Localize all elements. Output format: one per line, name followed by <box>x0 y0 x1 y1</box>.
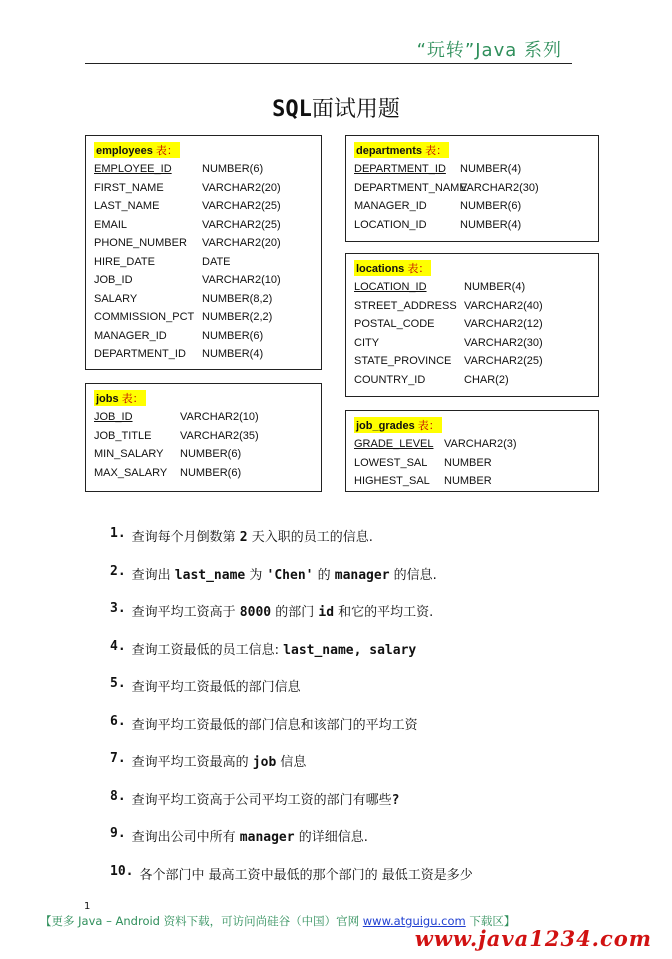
column-row <box>94 234 313 253</box>
column-row <box>94 197 313 216</box>
question-text <box>132 789 400 808</box>
question-text-part: 各个部门中 最高工资中最低的那个部门的 最低工资是多少 <box>139 867 473 883</box>
question-text-part: 查询出公司中所有 <box>131 830 240 845</box>
jobs-table <box>85 383 322 492</box>
column-name: FIRST_NAME <box>94 181 164 194</box>
question-number: 5. <box>110 676 126 691</box>
column-name: LOCATION_ID <box>354 218 427 231</box>
column-row <box>94 271 313 290</box>
table-name: locations <box>356 263 405 275</box>
header-divider <box>85 63 572 64</box>
question-item <box>110 676 632 714</box>
column-type: NUMBER(4) <box>460 218 522 231</box>
question-text <box>132 526 373 545</box>
question-text-part: 查询工资最低的员工信息: <box>131 642 284 658</box>
question-number: 1. <box>110 526 126 541</box>
table-name-suffix: 表： <box>422 145 448 157</box>
question-text-part: 查询平均工资最高的 <box>131 755 253 770</box>
column-name: COUNTRY_ID <box>354 373 426 386</box>
question-code-term: 2 <box>239 530 248 545</box>
footer-text-before: 【更多 Java – Android 资料下载，可访问尚硅谷（中国）官网 <box>40 914 363 928</box>
question-item <box>110 826 632 864</box>
column-name: STATE_PROVINCE <box>354 355 452 368</box>
column-type: NUMBER(6) <box>460 200 522 213</box>
table-name-label <box>354 260 431 276</box>
question-code-term: last_name <box>174 567 246 583</box>
column-row <box>94 445 313 464</box>
column-row <box>94 179 313 198</box>
question-item <box>110 639 632 677</box>
question-text <box>132 714 418 733</box>
column-row <box>354 334 590 353</box>
page-title-sql: SQL <box>272 97 312 122</box>
column-type: VARCHAR2(20) <box>202 181 281 194</box>
column-type: NUMBER(8,2) <box>202 292 273 305</box>
question-item <box>110 864 632 902</box>
table-name: jobs <box>96 393 119 405</box>
question-code-term: ? <box>391 792 400 808</box>
table-name-suffix: 表： <box>414 420 440 432</box>
question-number: 7. <box>110 751 126 766</box>
table-name: job_grades <box>356 420 415 432</box>
column-name: MIN_SALARY <box>94 448 164 461</box>
column-row <box>354 197 590 216</box>
column-type: VARCHAR2(10) <box>180 411 259 424</box>
column-row <box>354 371 590 390</box>
question-number: 10. <box>110 863 134 879</box>
question-number: 2. <box>110 563 126 579</box>
column-name: HIGHEST_SAL <box>354 475 430 488</box>
footer-brand-watermark: www.java1234.com <box>414 926 652 951</box>
question-item <box>110 789 632 827</box>
column-type: NUMBER <box>444 475 492 488</box>
question-number: 6. <box>110 713 126 729</box>
question-item <box>110 751 632 789</box>
page-number: 1 <box>84 901 91 912</box>
table-name-suffix: 表： <box>404 263 430 275</box>
column-row <box>94 160 313 179</box>
column-type: VARCHAR2(25) <box>202 218 281 231</box>
question-text-part: 查询平均工资最低的部门信息和该部门的平均工资 <box>131 717 418 733</box>
column-name: JOB_ID <box>94 274 133 287</box>
column-name: LAST_NAME <box>94 200 160 213</box>
column-row <box>354 297 590 316</box>
table-name-label <box>94 142 180 158</box>
column-type: VARCHAR2(40) <box>464 299 543 312</box>
question-text-part: 的 <box>313 567 335 583</box>
page-title <box>0 92 672 123</box>
column-name: POSTAL_CODE <box>354 318 435 331</box>
question-text-part: 的部门 <box>271 605 319 620</box>
question-code-term: manager <box>334 567 390 583</box>
column-row <box>94 408 313 427</box>
column-type: NUMBER(4) <box>464 281 526 294</box>
table-name-suffix: 表： <box>118 393 144 405</box>
question-text <box>132 564 437 583</box>
column-name: COMMISSION_PCT <box>94 311 195 324</box>
employees-table <box>85 135 322 370</box>
question-list <box>110 526 632 901</box>
question-number: 3. <box>110 601 126 616</box>
column-row <box>94 427 313 446</box>
table-name-label <box>354 142 449 158</box>
column-type: VARCHAR2(12) <box>464 318 543 331</box>
column-row <box>354 435 590 454</box>
column-name: STREET_ADDRESS <box>354 299 457 312</box>
question-text-part: 的详细信息. <box>294 830 368 845</box>
page-title-rest: 面试用题 <box>311 97 400 122</box>
column-name: JOB_ID <box>94 411 133 424</box>
column-name: MANAGER_ID <box>94 329 167 342</box>
column-name: MANAGER_ID <box>354 200 427 213</box>
column-row <box>354 454 590 473</box>
question-item <box>110 526 632 564</box>
column-name: MAX_SALARY <box>94 466 168 479</box>
column-type: VARCHAR2(30) <box>460 181 539 194</box>
question-code-term: id <box>318 605 335 620</box>
column-name: DEPARTMENT_NAME <box>354 181 467 194</box>
question-text-part: 查询出 <box>131 567 175 583</box>
column-row <box>94 253 313 272</box>
column-type: NUMBER(6) <box>202 329 264 342</box>
locations-table <box>345 253 599 397</box>
column-type: VARCHAR2(3) <box>444 438 517 451</box>
question-text <box>132 676 301 695</box>
column-type: VARCHAR2(30) <box>464 336 543 349</box>
question-text-part: 为 <box>245 567 267 583</box>
column-name: LOWEST_SAL <box>354 456 428 469</box>
column-row <box>354 352 590 371</box>
column-type: NUMBER <box>444 456 492 469</box>
column-type: NUMBER(2,2) <box>202 311 273 324</box>
column-name: PHONE_NUMBER <box>94 237 187 250</box>
question-text <box>132 826 368 845</box>
question-number: 4. <box>110 638 126 654</box>
question-code-term: 8000 <box>239 605 272 620</box>
column-type: VARCHAR2(25) <box>464 355 543 368</box>
column-type: VARCHAR2(25) <box>202 200 281 213</box>
question-code-term: last_name, salary <box>283 642 417 658</box>
table-name-suffix: 表： <box>152 145 178 157</box>
question-text <box>132 601 434 620</box>
column-type: NUMBER(4) <box>460 163 522 176</box>
column-type: NUMBER(6) <box>202 163 264 176</box>
column-row <box>354 472 590 491</box>
column-row <box>94 464 313 483</box>
column-name: GRADE_LEVEL <box>354 438 434 451</box>
question-text-part: 信息 <box>276 755 307 770</box>
column-row <box>354 216 590 235</box>
column-row <box>94 345 313 364</box>
question-text-part: 和它的平均工资. <box>334 605 434 620</box>
column-name: LOCATION_ID <box>354 281 427 294</box>
column-type: VARCHAR2(35) <box>180 429 259 442</box>
question-text <box>132 639 417 658</box>
column-type: CHAR(2) <box>464 373 509 386</box>
question-text-part: 查询每个月倒数第 <box>131 530 240 545</box>
question-number: 9. <box>110 826 126 841</box>
question-text-part: 查询平均工资最低的部门信息 <box>131 680 301 695</box>
column-row <box>354 278 590 297</box>
column-row <box>354 179 590 198</box>
table-name: employees <box>96 145 153 157</box>
column-type: NUMBER(6) <box>180 448 242 461</box>
question-text-part: 查询平均工资高于公司平均工资的部门有哪些 <box>131 792 392 808</box>
table-name-label <box>94 390 146 406</box>
table-name-label <box>354 417 442 433</box>
table-name: departments <box>356 145 423 157</box>
column-row <box>94 308 313 327</box>
question-item <box>110 564 632 602</box>
column-name: JOB_TITLE <box>94 429 152 442</box>
question-text <box>132 751 307 770</box>
column-type: NUMBER(6) <box>180 466 242 479</box>
column-name: EMPLOYEE_ID <box>94 163 172 176</box>
column-row <box>94 290 313 309</box>
question-code-term: job <box>252 755 277 770</box>
column-row <box>94 216 313 235</box>
column-name: HIRE_DATE <box>94 255 155 268</box>
column-type: DATE <box>202 255 231 268</box>
question-item <box>110 601 632 639</box>
column-type: NUMBER(4) <box>202 348 264 361</box>
question-text <box>139 864 472 883</box>
question-text-part: 天入职的员工的信息. <box>247 530 373 545</box>
column-name: SALARY <box>94 292 138 305</box>
question-text-part: 的信息. <box>389 567 437 583</box>
header-title: “玩转”Java 系列 <box>416 40 562 61</box>
departments-table <box>345 135 599 242</box>
footer-text-after: 下载区】 <box>465 914 516 928</box>
question-number: 8. <box>110 788 126 804</box>
column-row <box>94 327 313 346</box>
column-type: VARCHAR2(10) <box>202 274 281 287</box>
question-code-term: 'Chen' <box>266 567 314 583</box>
question-item <box>110 714 632 752</box>
job-grades-table <box>345 410 599 492</box>
column-name: DEPARTMENT_ID <box>354 163 446 176</box>
column-name: DEPARTMENT_ID <box>94 348 186 361</box>
footer-link[interactable]: www.atguigu.com <box>362 914 466 928</box>
column-name: EMAIL <box>94 218 128 231</box>
question-code-term: manager <box>239 830 295 845</box>
column-type: VARCHAR2(20) <box>202 237 281 250</box>
column-row <box>354 315 590 334</box>
column-name: CITY <box>354 336 380 349</box>
question-text-part: 查询平均工资高于 <box>131 605 240 620</box>
column-row <box>354 160 590 179</box>
